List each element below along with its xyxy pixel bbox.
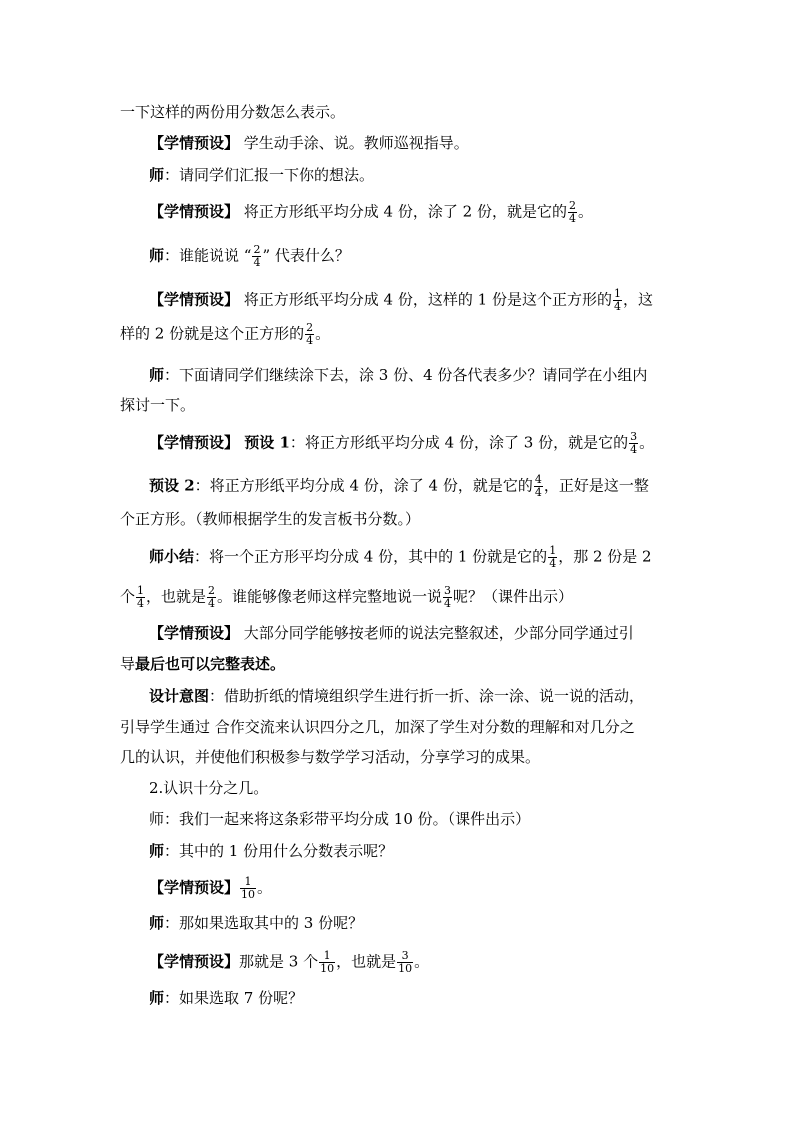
paragraph-8 — [149, 431, 654, 456]
preset-tag: 【学情预设】 — [149, 433, 240, 452]
paragraph-10 — [149, 545, 652, 570]
text: 个 — [120, 587, 136, 606]
paragraph-18 — [149, 950, 429, 975]
preset-label: 预设 1 — [239, 433, 290, 452]
speaker-label: 师小结 — [149, 547, 195, 566]
text: ，也就是 — [146, 587, 207, 606]
text: 师：我们一起来将这条彩带平均分成 10 份。（课件出示） — [149, 810, 531, 828]
fraction — [136, 585, 145, 610]
preset-label: 预设 2 — [149, 476, 195, 495]
speaker-label: 师 — [149, 366, 165, 384]
text: ：将正方形纸平均分成 4 份，涂了 4 份，就是它的 — [194, 476, 533, 495]
fraction — [252, 244, 261, 269]
paragraph-6 — [149, 288, 653, 313]
denominator: 10 — [320, 962, 335, 975]
text: 几的认识，并使他们积极参与数学学习活动，分享学习的成果。 — [120, 748, 541, 766]
paragraph-10-cont — [120, 585, 573, 610]
fraction — [207, 585, 216, 610]
text: 将正方形纸平均分成 4 份，涂了 2 份，就是它的 — [239, 202, 567, 221]
text: 个正方形。（教师根据学生的发言板书分数。） — [120, 510, 421, 528]
paragraph-19 — [149, 988, 303, 1008]
denominator: 4 — [306, 334, 314, 347]
text: 。 — [639, 433, 655, 452]
numerator: 2 — [253, 243, 261, 256]
preset-tag: 【学情预设】 — [149, 202, 240, 221]
paragraph-14 — [149, 809, 530, 829]
preset-tag: 【学情预设】 — [149, 624, 240, 642]
paragraph-16 — [149, 876, 272, 901]
denominator: 4 — [630, 443, 638, 456]
text: ，正好是这一整 — [543, 476, 649, 495]
denominator: 10 — [241, 888, 256, 901]
text: 那就是 3 个 — [239, 952, 319, 971]
text: 样的 2 份就是这个正方形的 — [120, 324, 305, 343]
text: 。 — [577, 202, 593, 221]
paragraph-4 — [149, 200, 593, 225]
paragraph-9-cont — [120, 509, 420, 529]
preset-tag: 【学情预设】 — [149, 290, 240, 309]
paragraph-3 — [149, 165, 374, 185]
fraction — [548, 545, 557, 570]
preset-tag: 【学情预设】 — [149, 952, 240, 971]
text: 2.认识十分之几。 — [149, 779, 269, 797]
text: 将正方形纸平均分成 4 份，这样的 1 份是这个正方形的 — [239, 290, 612, 309]
fraction — [319, 950, 335, 975]
speaker-label: 师 — [149, 914, 165, 932]
fraction — [240, 876, 256, 901]
numerator: 3 — [630, 430, 638, 443]
paragraph-12-cont-1 — [120, 717, 635, 737]
denominator: 4 — [549, 557, 557, 570]
text: 。 — [257, 878, 273, 897]
paragraph-7-cont — [120, 395, 195, 415]
numerator: 2 — [208, 584, 216, 597]
denominator: 4 — [208, 597, 216, 610]
paragraph-9 — [149, 474, 649, 499]
numerator: 2 — [568, 199, 576, 212]
text: 学生动手涂、说。教师巡视指导。 — [239, 134, 469, 152]
fraction — [305, 322, 314, 347]
text: ，那 2 份是 2 — [558, 547, 652, 566]
speaker-label: 师 — [149, 246, 165, 265]
fraction — [397, 950, 413, 975]
design-intent-label: 设计意图 — [149, 687, 210, 705]
paragraph-7 — [149, 365, 647, 385]
fraction — [443, 585, 452, 610]
speaker-label: 师 — [149, 166, 165, 184]
paragraph-11-cont — [120, 654, 285, 674]
paragraph-5 — [149, 244, 350, 269]
text: ” 代表什么？ — [262, 246, 350, 265]
denominator: 4 — [613, 300, 621, 313]
denominator: 4 — [137, 597, 145, 610]
text: 探讨一下。 — [120, 396, 196, 414]
fraction — [613, 288, 622, 313]
fraction — [568, 200, 577, 225]
section-heading — [149, 778, 268, 798]
text: ：如果选取 7 份呢？ — [164, 989, 304, 1007]
paragraph-1 — [120, 102, 345, 122]
numerator: 1 — [549, 544, 557, 557]
text: 。谁能够像老师这样完整地说一说 — [217, 587, 443, 606]
preset-tag: 【学情预设】 — [149, 134, 240, 152]
denominator: 10 — [398, 962, 413, 975]
speaker-label: 师 — [149, 989, 165, 1007]
text: ：借助折纸的情境组织学生进行折一折、涂一涂、说一说的活动， — [209, 687, 645, 705]
numerator: 1 — [613, 287, 621, 300]
text: 引导学生通过 合作交流来认识四分之几，加深了学生对分数的理解和对几分之 — [120, 718, 635, 736]
text: ：谁能说说 “ — [164, 246, 252, 265]
text: 呢？（课件出示） — [453, 587, 574, 606]
numerator: 1 — [240, 876, 256, 889]
numerator: 3 — [397, 950, 413, 963]
paragraph-15 — [149, 841, 393, 861]
paragraph-11 — [149, 623, 634, 643]
text: ：那如果选取其中的 3 份呢？ — [164, 914, 364, 932]
preset-tag: 【学情预设】 — [149, 878, 240, 897]
numerator: 4 — [534, 473, 542, 486]
text: ：下面请同学们继续涂下去，涂 3 份、4 份各代表多少？请同学在小组内 — [164, 366, 648, 384]
text: 。 — [315, 324, 331, 343]
text: ：其中的 1 份用什么分数表示呢？ — [164, 842, 394, 860]
bold-text: 最后也可以完整表述。 — [135, 655, 286, 673]
paragraph-2 — [149, 133, 469, 153]
paragraph-17 — [149, 913, 363, 933]
paragraph-12 — [149, 686, 644, 706]
numerator: 2 — [306, 321, 314, 334]
text: ，这 — [622, 290, 653, 309]
fraction — [629, 431, 638, 456]
text: ：将正方形纸平均分成 4 份，涂了 3 份，就是它的 — [289, 433, 629, 452]
denominator: 4 — [253, 256, 261, 269]
speaker-label: 师 — [149, 842, 165, 860]
denominator: 4 — [444, 597, 452, 610]
text: ，也就是 — [336, 952, 397, 971]
denominator: 4 — [534, 486, 542, 499]
paragraph-12-cont-2 — [120, 747, 540, 767]
text: 。 — [414, 952, 430, 971]
text: 导 — [120, 655, 136, 673]
text: 大部分同学能够按老师的说法完整叙述，少部分同学通过引 — [239, 624, 634, 642]
numerator: 1 — [319, 950, 335, 963]
numerator: 1 — [137, 584, 145, 597]
text: ：将一个正方形平均分成 4 份，其中的 1 份就是它的 — [194, 547, 548, 566]
fraction — [534, 474, 543, 499]
paragraph-6-cont — [120, 322, 330, 347]
denominator: 4 — [568, 212, 576, 225]
text: ：请同学们汇报一下你的想法。 — [164, 166, 375, 184]
numerator: 3 — [444, 584, 452, 597]
text: 一下这样的两份用分数怎么表示。 — [120, 103, 346, 121]
